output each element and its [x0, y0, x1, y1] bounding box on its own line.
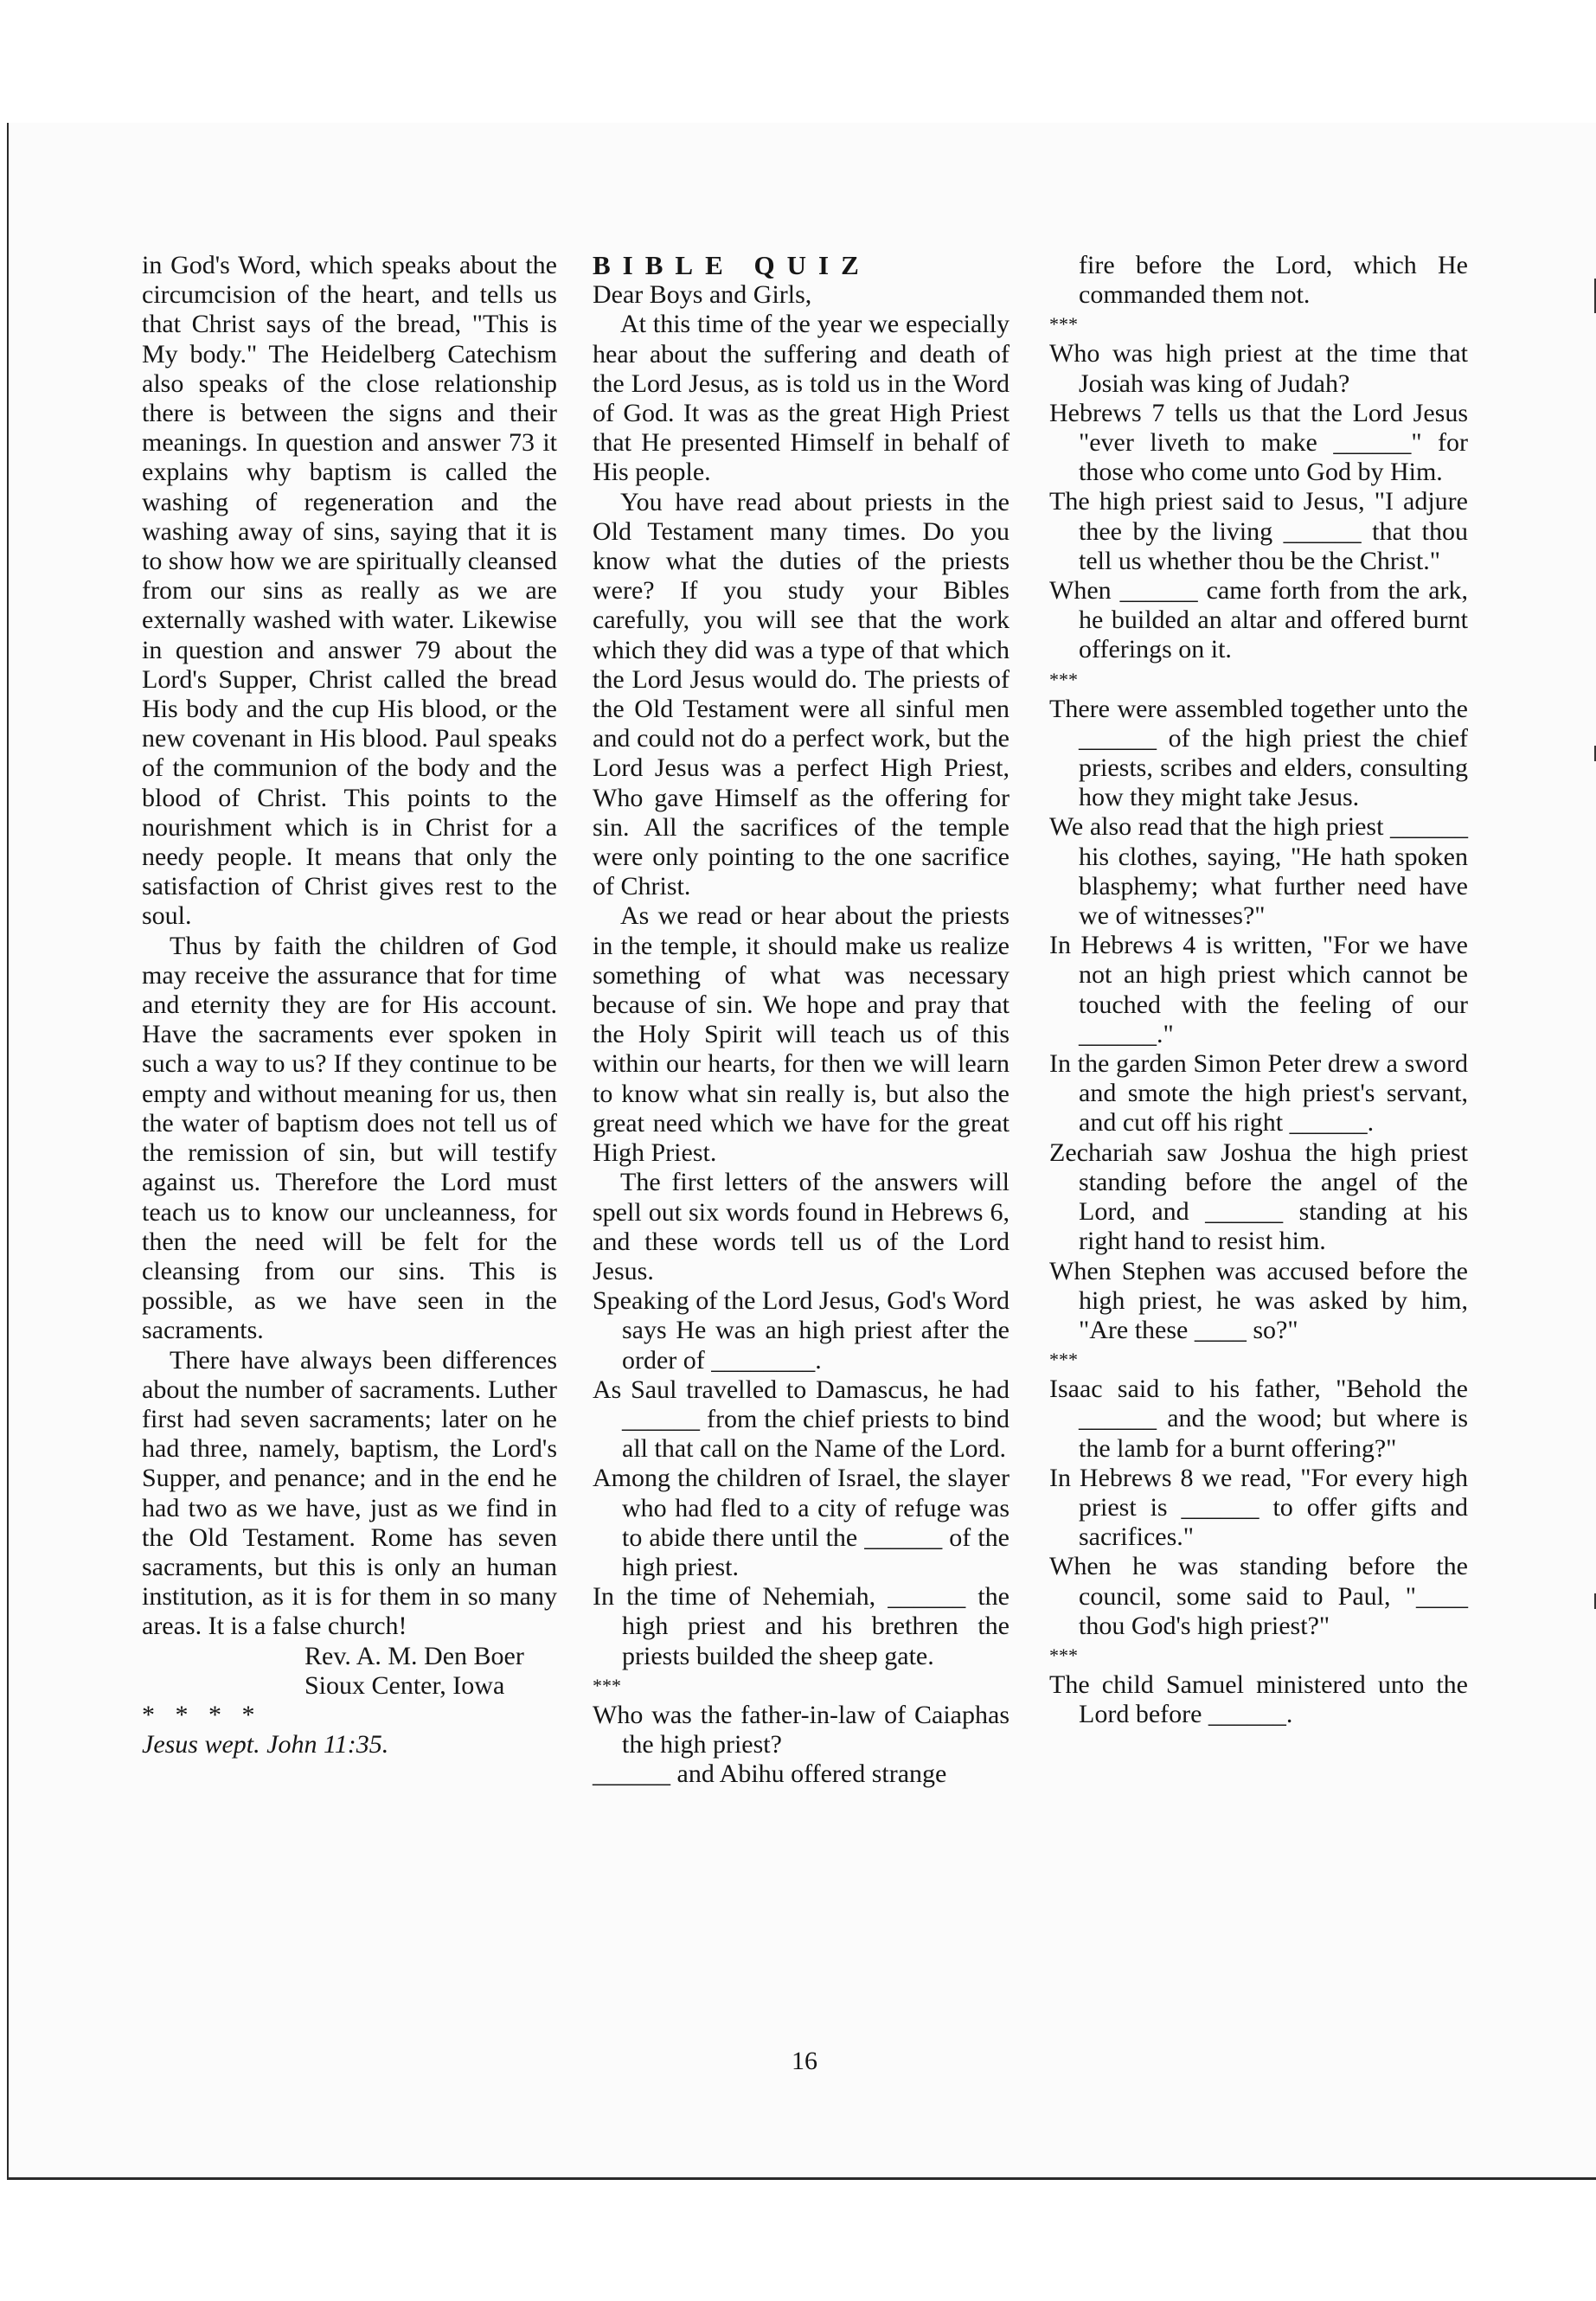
quiz-question: Isaac said to his father, "Behold the ______ and the wood; but where is the lamb for a burnt offering?" — [1049, 1375, 1468, 1463]
quiz-question: When Stephen was accused before the high priest, he was asked by him, "Are these ____ so?" — [1049, 1256, 1468, 1344]
quiz-heading: BIBLE QUIZ — [593, 250, 871, 280]
quiz-question: Zechariah saw Joshua the high priest standing before the angel of the Lord, and ______ standing at his right hand to resist him. — [1049, 1138, 1468, 1256]
signature-name: Rev. A. M. Den Boer — [304, 1641, 524, 1670]
quiz-question: As Saul travelled to Damascus, he had ______ from the chief priests to bind all that call on the Name of the Lord. — [593, 1375, 1010, 1464]
greeting: Dear Boys and Girls, — [593, 280, 812, 310]
quiz-question: In the time of Nehemiah, ______ the high priest and his brethren the priests builded the sheep gate. — [593, 1582, 1010, 1670]
quiz-question: In the garden Simon Peter drew a sword and smote the high priest's servant, and cut off his right ______. — [1049, 1049, 1468, 1138]
section-separator: *** — [1049, 1349, 1078, 1371]
quiz-question: Among the children of Israel, the slayer who had fled to a city of refuge was to abide there until the ______ of the high priest. — [593, 1464, 1010, 1581]
quiz-question: The high priest said to Jesus, "I adjure thee by the living ______ that thou tell us whether thou be the Christ." — [1049, 487, 1468, 575]
quiz-question: The child Samuel ministered unto the Lord before ______. — [1049, 1670, 1468, 1729]
section-separator: *** — [593, 1674, 621, 1696]
paragraph: As we read or hear about the priests in the temple, it should make us realize something of what was necessary because of sin. We hope and pray that the Holy Spirit will teach us of this within our hearts, for then we will learn to know what sin really is, but also the great need which we have for the great High Priest. — [593, 901, 1010, 1168]
column-middle — [593, 251, 1010, 1789]
paragraph: The first letters of the answers will spell out six words found in Hebrews 6, and these words tell us of the Lord Jesus. — [593, 1168, 1010, 1285]
section-separator: *** — [1049, 313, 1078, 336]
quiz-question: Speaking of the Lord Jesus, God's Word says He was an high priest after the order of ________. — [593, 1286, 1010, 1375]
quiz-question: There were assembled together unto the ______ of the high priest the chief priests, scribes and elders, consulting how they might take Jesus. — [1049, 694, 1468, 812]
quiz-question: In Hebrews 4 is written, "For we have not an high priest which cannot be touched with the feeling of our ______." — [1049, 931, 1468, 1048]
paragraph: There have always been differences about the number of sacraments. Luther first had seven sacraments; later on he had three, namely, baptism, the Lord's Supper, and penance; and in the end he had two as we have, just as we find in the Old Testament. Rome has seven sacraments, but this is only an human institution, as it is for them in so many areas. It is a false church! — [142, 1345, 557, 1641]
column-right — [1049, 251, 1468, 1729]
signature-place: Sioux Center, Iowa — [304, 1670, 505, 1700]
quiz-question: We also read that the high priest ______ his clothes, saying, "He hath spoken blasphemy; what further need have we of witnesses?" — [1049, 812, 1468, 931]
quiz-question: Hebrews 7 tells us that the Lord Jesus "ever liveth to make ______" for those who come unto God by Him. — [1049, 398, 1468, 487]
quiz-question: ______ and Abihu offered strange — [593, 1759, 947, 1789]
separator: * * * * — [142, 1700, 262, 1729]
quiz-question-continued: fire before the Lord, which He commanded them not. — [1079, 251, 1468, 310]
paragraph: You have read about priests in the Old Testament many times. Do you know what the duties of the priests were? If you study your Bibles carefully, you will see that the work which they did was a type of that which the Lord Jesus would do. The priests of the Old Testament were all sinful men and could not do a perfect work, but the Lord Jesus was a perfect High Priest, Who gave Himself as the offering for sin. All the sacrifices of the temple were only pointing to the one sacrifice of Christ. — [593, 487, 1010, 901]
section-separator: *** — [1049, 1644, 1078, 1666]
quiz-question: When ______ came forth from the ark, he builded an altar and offered burnt offerings on it. — [1049, 576, 1468, 664]
quiz-question: Who was the father-in-law of Caiaphas the high priest? — [593, 1700, 1010, 1759]
quiz-question: In Hebrews 8 we read, "For every high priest is ______ to offer gifts and sacrifices." — [1049, 1463, 1468, 1552]
paragraph: in God's Word, which speaks about the circumcision of the heart, and tells us that Christ says of the bread, "This is My body." The Heidelberg Catechism also speaks of the close relationship there is between the signs and their meanings. In question and answer 73 it explains why baptism is called the washing of regeneration and the washing away of sins, saying that it is to show how we are spiritually cleansed from our sins as really as we are externally washed with water. Likewise in question and answer 79 about the Lord's Supper, Christ called the bread His body and the cup His blood, or the new covenant in His blood. Paul speaks of the communion of the body and the blood of Christ. This points to the nourishment which is in Christ for a needy people. It means that only the satisfaction of Christ gives rest to the soul. — [142, 251, 557, 931]
quiz-question: When he was standing before the council, some said to Paul, "____ thou God's high priest?" — [1049, 1552, 1468, 1640]
column-left — [142, 251, 557, 1759]
scanned-page — [7, 123, 1596, 2180]
paragraph: At this time of the year we especially hear about the suffering and death of the Lord Jesus, as is told us in the Word of God. It was as the great High Priest that He presented Himself in behalf of His people. — [593, 310, 1010, 487]
quiz-question: Who was high priest at the time that Josiah was king of Judah? — [1049, 339, 1468, 398]
section-separator: *** — [1049, 668, 1078, 690]
verse: Jesus wept. John 11:35. — [142, 1730, 389, 1759]
page-number: 16 — [792, 2047, 817, 2075]
paragraph: Thus by faith the children of God may receive the assurance that for time and eternity they are for His account. Have the sacraments ever spoken in such a way to us? If they continue to be empty and without meaning for us, then the water of baptism does not tell us of the remission of sin, but will testify against us. Therefore the Lord must teach us to know our uncleanness, for then the need will be felt for the cleansing from our sins. This is possible, as we have seen in the sacraments. — [142, 931, 557, 1345]
